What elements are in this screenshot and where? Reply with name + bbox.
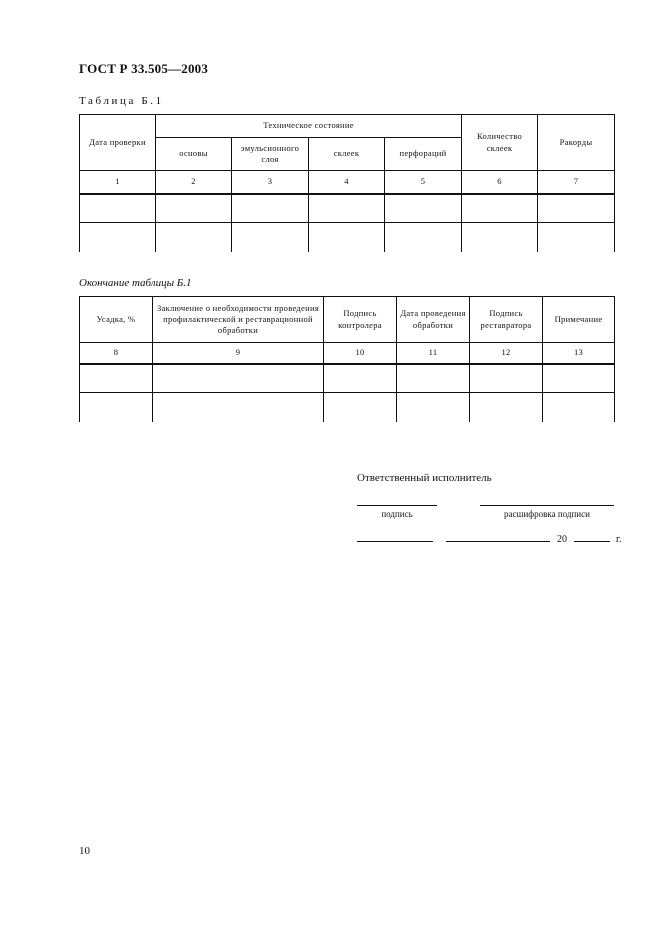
- header-note: Примечание: [543, 297, 615, 343]
- table-b1-end: [79, 296, 615, 422]
- header-splices: склеек: [309, 138, 385, 171]
- date-year-blank: [574, 532, 610, 542]
- date-month-blank: [446, 532, 550, 542]
- column-number: 9: [153, 343, 324, 364]
- header-processing-date: Дата проведения обработки: [397, 297, 470, 343]
- signature-label: подпись: [381, 509, 413, 519]
- column-number: 8: [80, 343, 153, 364]
- column-number: 4: [309, 171, 385, 194]
- table-b1-end-caption: Окончание таблицы Б.1: [79, 277, 192, 289]
- header-reels: Ракорды: [538, 115, 615, 171]
- date-year-prefix: 20: [557, 534, 567, 545]
- date-year-suffix: г.: [616, 534, 622, 545]
- signature-line: [357, 505, 437, 506]
- table-b1-caption: Таблица Б.1: [79, 95, 164, 107]
- date-day-month-blank: [357, 532, 433, 542]
- table-row: [80, 393, 615, 422]
- header-check-date: Дата проверки: [80, 115, 156, 171]
- header-controller-signature: Подпись контролера: [324, 297, 397, 343]
- header-base: основы: [156, 138, 232, 171]
- column-number: 10: [324, 343, 397, 364]
- header-tech-state: Техническое состояние: [156, 115, 462, 138]
- page-number: 10: [79, 845, 90, 857]
- header-perforations: перфораций: [385, 138, 462, 171]
- signature-date-line: [357, 532, 621, 545]
- header-shrinkage: Усадка, %: [80, 297, 153, 343]
- signature-decoding-label: расшифровка подписи: [504, 509, 590, 519]
- column-number: 2: [156, 171, 232, 194]
- table-row: [80, 194, 615, 223]
- column-number: 13: [543, 343, 615, 364]
- responsible-executor-label: Ответственный исполнитель: [357, 472, 492, 484]
- header-restorer-signature: Подпись реставратора: [470, 297, 543, 343]
- document-standard-title: ГОСТ Р 33.505—2003: [79, 61, 209, 76]
- header-conclusion: Заключение о необходимости проведения профилактической и реставрационной обработки: [153, 297, 324, 343]
- table-row: [80, 223, 615, 252]
- signature-decoding-line: [480, 505, 614, 506]
- column-number: 11: [397, 343, 470, 364]
- column-number: 3: [232, 171, 309, 194]
- column-number: 6: [462, 171, 538, 194]
- column-number: 1: [80, 171, 156, 194]
- header-emulsion: эмульсионного слоя: [232, 138, 309, 171]
- header-splice-count: Количество склеек: [462, 115, 538, 171]
- table-b1: [79, 114, 615, 252]
- column-number: 7: [538, 171, 615, 194]
- column-number: 12: [470, 343, 543, 364]
- column-number: 5: [385, 171, 462, 194]
- table-row: [80, 364, 615, 393]
